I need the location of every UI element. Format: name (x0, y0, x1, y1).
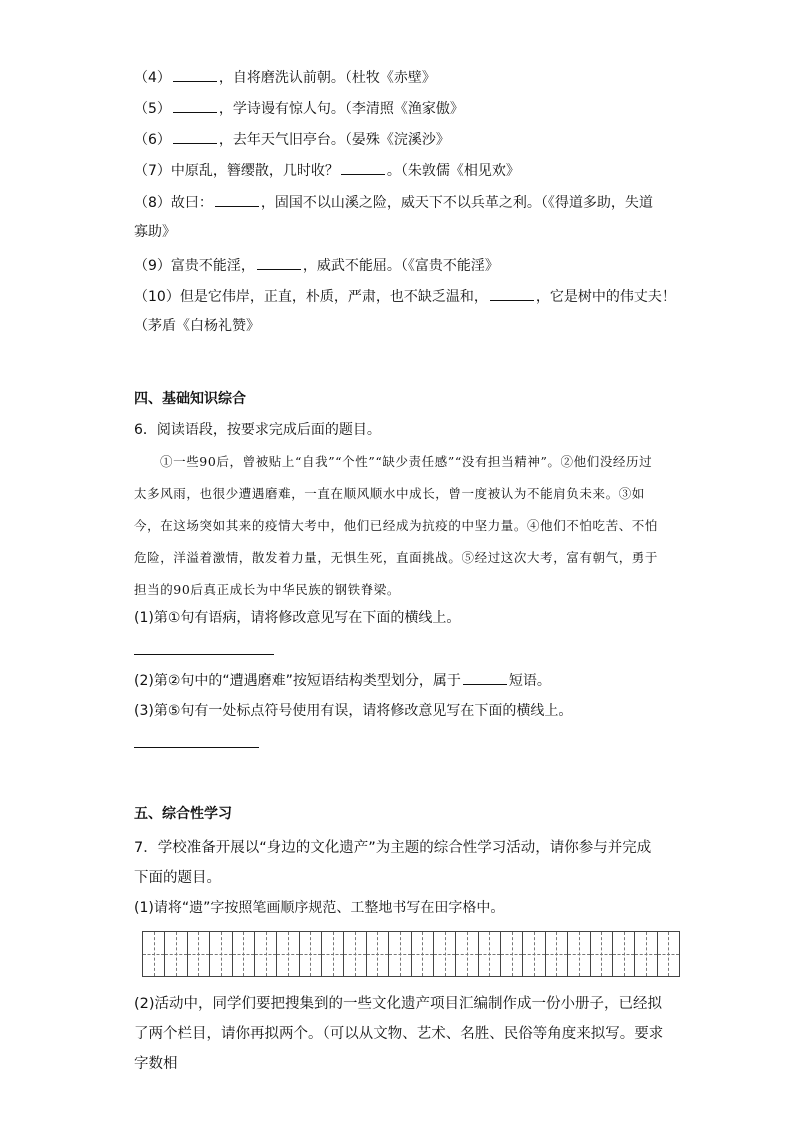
answer-blank[interactable] (173, 98, 217, 113)
grid-cell[interactable] (188, 932, 210, 976)
poetry-q7: （7）中原乱，簪缨散，几时收？ 。（朱敦儒《相见欢》 (134, 160, 520, 181)
grid-cell[interactable] (523, 932, 545, 976)
answer-blank[interactable] (341, 160, 385, 175)
answer-blank[interactable] (215, 192, 259, 207)
reading-passage: ①一些90后，曾被贴上“自我”“个性”“缺少责任感”“没有担当精神”。②他们没经历过太多风雨，也很少遭遇磨难，一直在顺风顺水中成长，曾一度被认为不能肩负未来。③如今，在这场突如其来的疫情大考中，他们已经成为抗疫的中坚力量。④他们不怕吃苦、不怕危险，洋溢着激情，散发着力量，无惧生死，直面挑战。⑤经过这次大考，富有朝气，勇于担当的90后真正成长为中华民族的钢铁脊梁。 (134, 454, 659, 597)
answer-blank[interactable] (173, 129, 217, 144)
answer-blank[interactable] (490, 286, 534, 301)
poetry-q4: （4） ，自将磨洗认前朝。（杜牧《赤壁》 (134, 67, 436, 88)
grid-cell[interactable] (344, 932, 366, 976)
answer-line[interactable] (134, 654, 274, 655)
poetry-q8: （8）故曰： ，固国不以山溪之险，威天下不以兵革之利。（《得道多助，失道 (134, 192, 653, 213)
grid-cell[interactable] (456, 932, 478, 976)
grid-cell[interactable] (658, 932, 679, 976)
q6-sub2: (2)第②句中的“遭遇磨难”按短语结构类型划分，属于 短语。 (134, 670, 551, 691)
grid-cell[interactable] (613, 932, 635, 976)
grid-cell[interactable] (501, 932, 523, 976)
grid-cell[interactable] (412, 932, 434, 976)
q6-intro: 6．阅读语段，按要求完成后面的题目。 (134, 422, 381, 438)
q7-sub2: (2)活动中，同学们要把搜集到的一些文化遗产项目汇编制作成一份小册子，已经拟了两个栏目，请你再拟两个。（可以从文物、艺术、名胜、民俗等角度来拟写。要求字数相 (134, 996, 664, 1072)
poetry-q10: （10）但是它伟岸，正直，朴质，严肃，也不缺乏温和， ，它是树中的伟丈夫！ (134, 286, 676, 307)
poetry-q8-cont: 寡助》 (134, 224, 176, 240)
grid-cell[interactable] (546, 932, 568, 976)
grid-cell[interactable] (277, 932, 299, 976)
answer-blank[interactable] (257, 255, 301, 270)
poetry-q9: （9）富贵不能淫， ，威武不能屈。（《富贵不能淫》 (134, 255, 499, 276)
q7-sub1: (1)请将“遗”字按照笔画顺序规范、工整地书写在田字格中。 (134, 900, 505, 916)
grid-cell[interactable] (389, 932, 411, 976)
tian-zi-grid[interactable] (142, 931, 680, 977)
section4-title: 四、基础知识综合 (134, 391, 246, 407)
grid-cell[interactable] (568, 932, 590, 976)
poetry-q6: （6） ，去年天气旧亭台。（晏殊《浣溪沙》 (134, 129, 450, 150)
answer-line[interactable] (134, 747, 259, 748)
grid-cell[interactable] (434, 932, 456, 976)
grid-cell[interactable] (143, 932, 165, 976)
q6-sub3: (3)第⑤句有一处标点符号使用有误，请将修改意见写在下面的横线上。 (134, 703, 573, 719)
grid-cell[interactable] (479, 932, 501, 976)
grid-cell[interactable] (233, 932, 255, 976)
grid-cell[interactable] (255, 932, 277, 976)
q7-text: 7．学校准备开展以“身边的文化遗产”为主题的综合性学习活动，请你参与并完成下面的题目。 (134, 840, 652, 886)
section5-title: 五、综合性学习 (134, 806, 232, 822)
grid-cell[interactable] (635, 932, 657, 976)
answer-blank[interactable] (173, 67, 217, 82)
grid-cell[interactable] (591, 932, 613, 976)
grid-cell[interactable] (165, 932, 187, 976)
poetry-q5: （5） ，学诗谩有惊人句。（李清照《渔家傲》 (134, 98, 464, 119)
q6-sub1: (1)第①句有语病，请将修改意见写在下面的横线上。 (134, 610, 461, 626)
grid-cell[interactable] (210, 932, 232, 976)
poetry-q10-cont: （茅盾《白杨礼赞》 (134, 318, 260, 334)
grid-cell[interactable] (367, 932, 389, 976)
answer-blank[interactable] (463, 670, 507, 685)
grid-cell[interactable] (322, 932, 344, 976)
grid-cell[interactable] (300, 932, 322, 976)
